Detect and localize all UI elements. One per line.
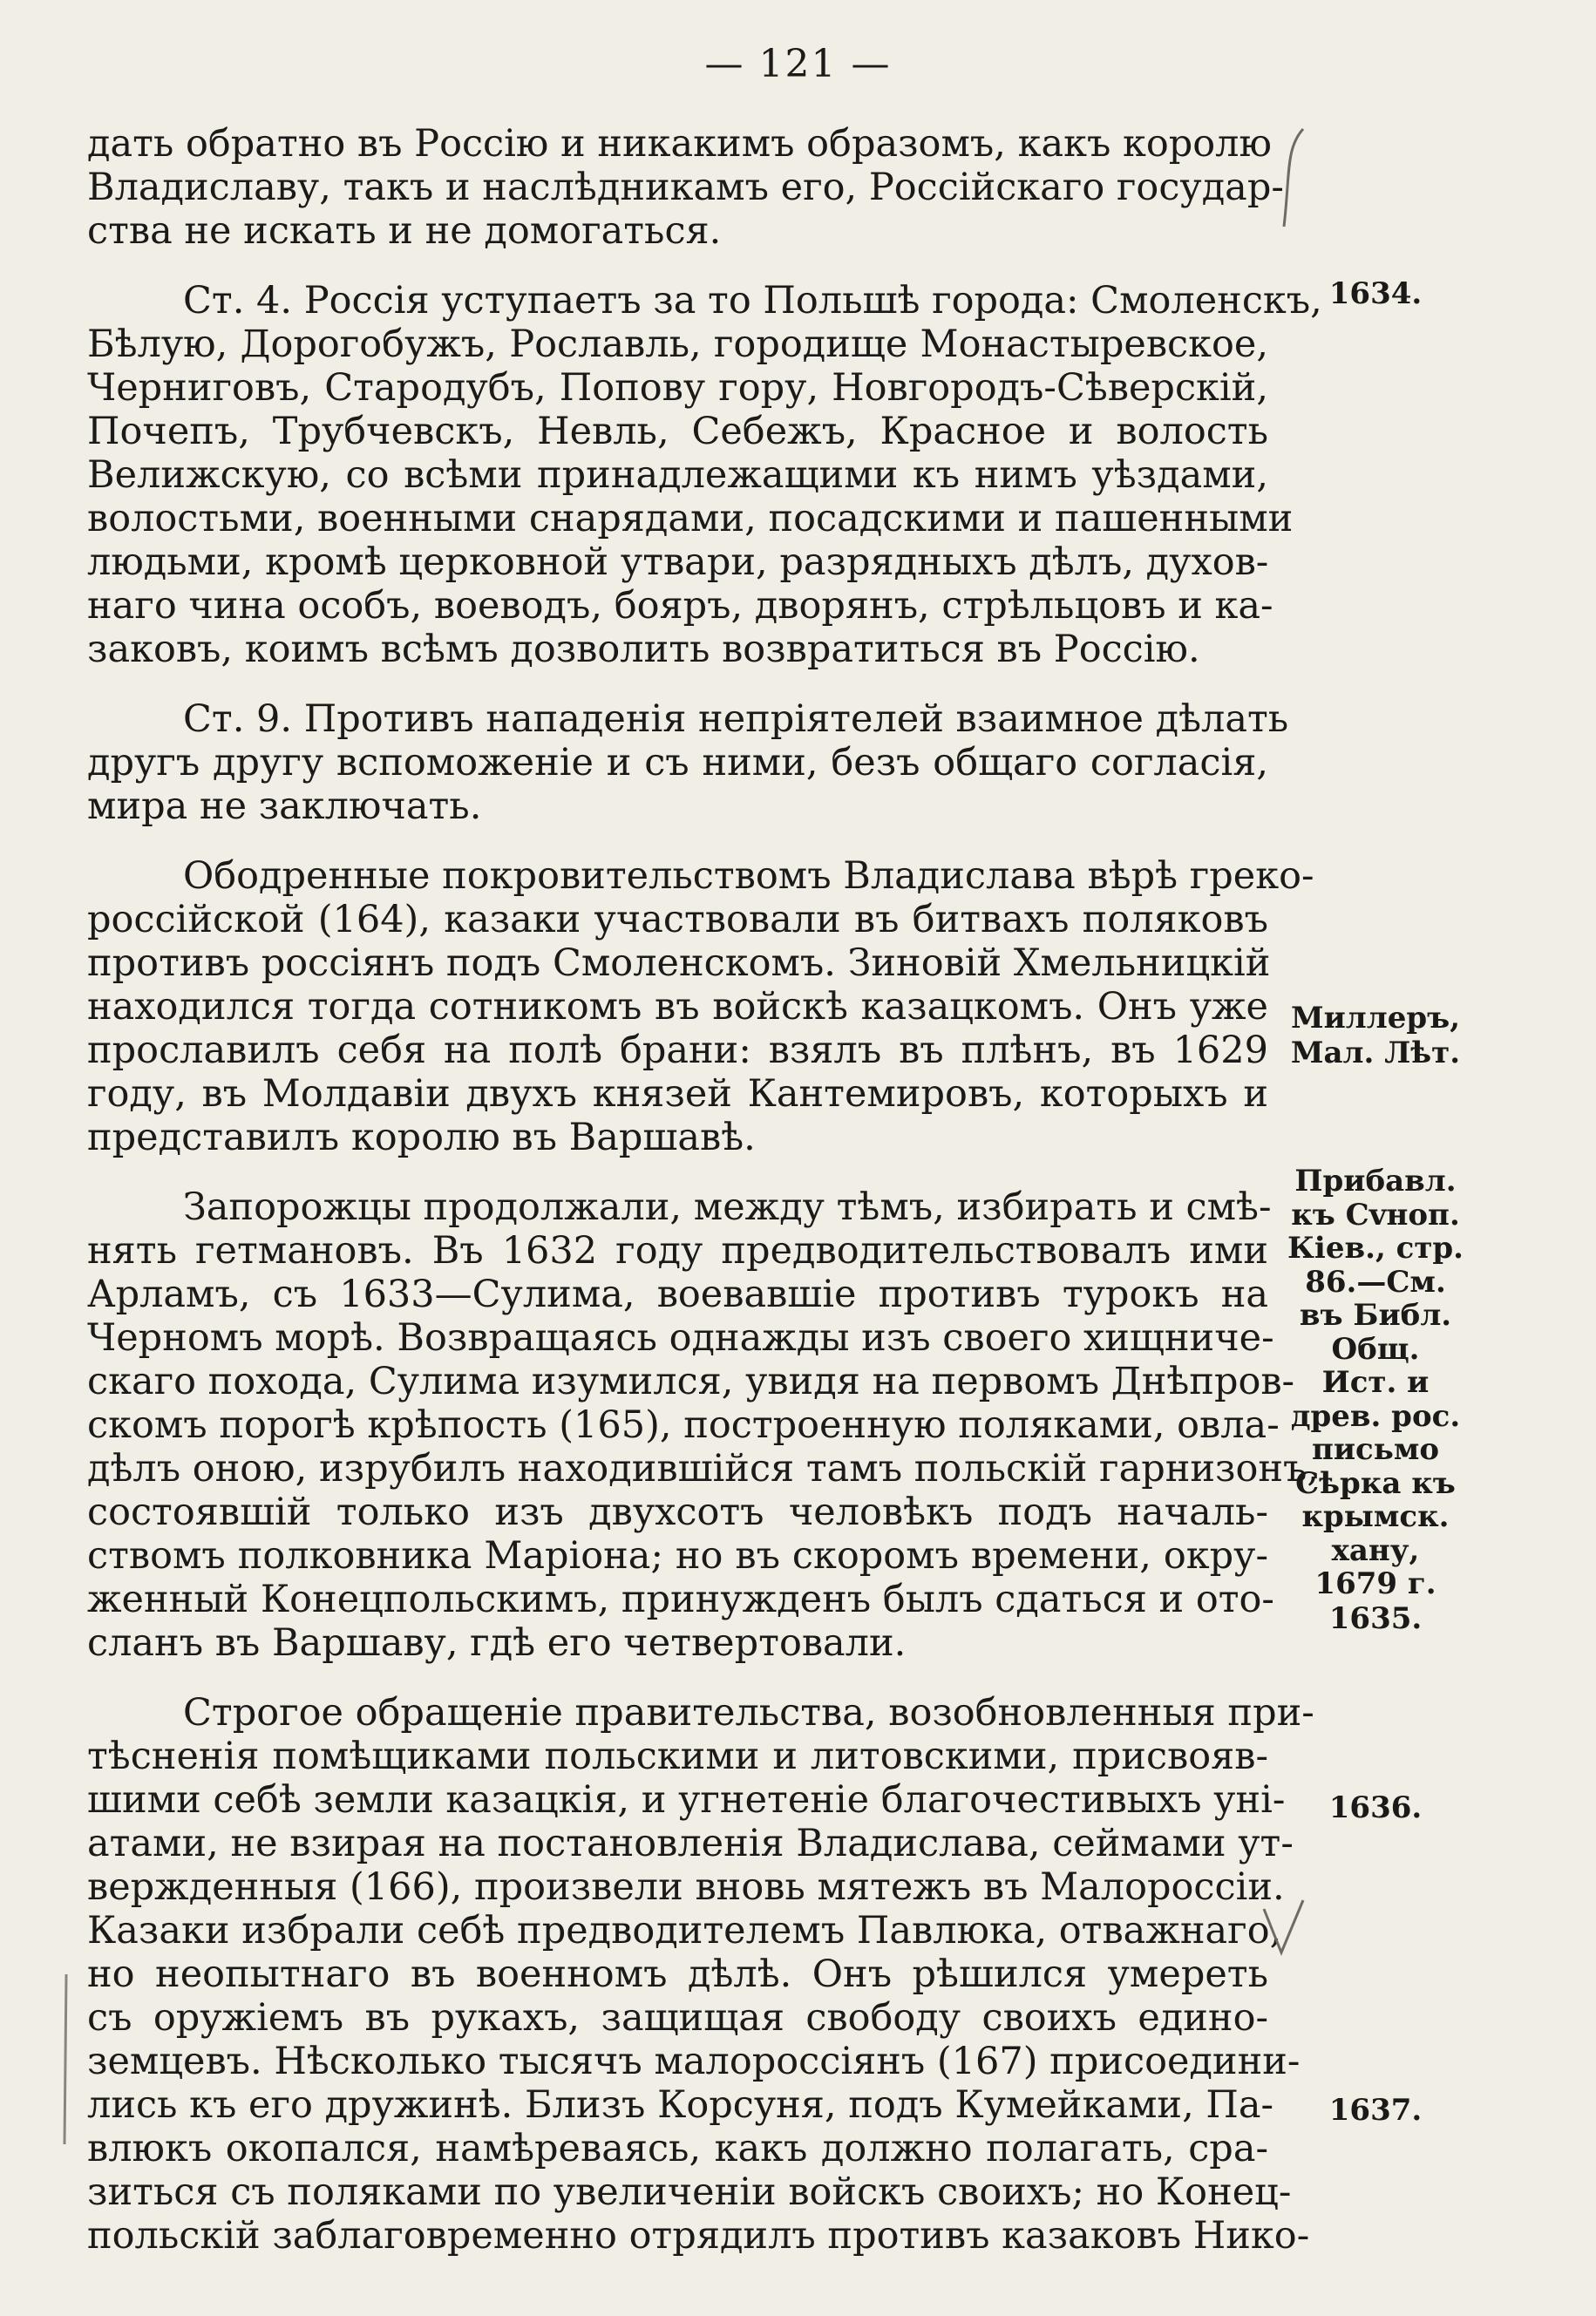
margin-note-miller xyxy=(1271,1001,1480,1070)
pencil-bracket-mark xyxy=(1268,122,1321,235)
text-line: находился тогда сотникомъ въ войскѣ казацкомъ. Онъ уже xyxy=(87,985,1268,1029)
margin-year-1636: 1636. xyxy=(1328,1790,1423,1825)
paragraph xyxy=(87,697,1289,828)
text-line: Запорожцы продолжали, между тѣмъ, избирать и смѣ- xyxy=(183,1185,1272,1229)
paragraph xyxy=(87,122,1284,253)
text-line: волостьми, военными снарядами, посадскими и пашенными xyxy=(87,497,1294,540)
margin-note-line: крымск. xyxy=(1301,1499,1450,1534)
text-line: вержденныя (166), произвели вновь мятежъ въ Малороссіи. xyxy=(87,1865,1285,1909)
text-line: Черномъ морѣ. Возвращаясь однажды изъ своего хищниче- xyxy=(87,1316,1274,1360)
text-line: состоявшій только изъ двухсотъ человѣкъ подъ началь- xyxy=(87,1491,1268,1534)
text-line: наго чина особъ, воеводъ, бояръ, дворянъ, стрѣльцовъ и ка- xyxy=(87,584,1273,628)
margin-note-line: Мал. Лѣт. xyxy=(1290,1036,1461,1070)
margin-year-1635: 1635. xyxy=(1328,1601,1423,1636)
text-line: прославилъ себя на полѣ брани: взялъ въ плѣнъ, въ 1629 xyxy=(87,1029,1268,1072)
text-line: сланъ въ Варшаву, гдѣ его четвертовали. xyxy=(87,1621,907,1665)
text-line: женный Конецпольскимъ, принужденъ былъ сдаться и ото- xyxy=(87,1578,1274,1621)
margin-note-line: Сѣрка къ xyxy=(1295,1465,1456,1501)
margin-note-line: Ист. и xyxy=(1321,1365,1430,1400)
pencil-margin-line xyxy=(54,1970,80,2153)
text-line: мира не заключать. xyxy=(87,784,482,828)
text-line: представилъ королю въ Варшавѣ. xyxy=(87,1116,756,1159)
text-line: заковъ, коимъ всѣмъ дозволить возвратиться въ Россію. xyxy=(87,628,1200,671)
text-line: лись къ его дружинѣ. Близъ Корсуня, подъ Кумейками, Па- xyxy=(87,2083,1274,2127)
text-line: Бѣлую, Дорогобужъ, Рославль, городище Монастыревское, xyxy=(87,323,1268,366)
pencil-tick-mark xyxy=(1255,1892,1316,1970)
text-line: Владиславу, такъ и наслѣдникамъ его, Россійскаго государ- xyxy=(87,166,1284,209)
text-line: скаго похода, Сулима изумился, увидя на первомъ Днѣпров- xyxy=(87,1360,1295,1403)
paragraph xyxy=(87,1691,1314,2258)
margin-note-line: письмо xyxy=(1311,1432,1440,1467)
text-line: съ оружіемъ въ рукахъ, защищая свободу своихъ едино- xyxy=(87,1996,1268,2040)
text-line: польскій заблаговременно отрядилъ противъ казаковъ Нико- xyxy=(87,2214,1310,2258)
paragraph xyxy=(87,279,1322,671)
text-line: Ст. 4. Россія уступаетъ за то Польшѣ города: Смоленскъ, xyxy=(183,279,1322,323)
text-line: Ст. 9. Противъ нападенія непріятелей взаимное дѣлать xyxy=(183,697,1289,741)
margin-note-line: 1679 г. xyxy=(1314,1566,1436,1601)
text-line: Казаки избрали себѣ предводителемъ Павлюка, отважнаго, xyxy=(87,1909,1282,1953)
text-line: противъ россіянъ подъ Смоленскомъ. Зиновій Хмельницкій xyxy=(87,941,1271,985)
text-line: нять гетмановъ. Въ 1632 году предводительствовалъ ими xyxy=(87,1229,1268,1273)
margin-note-line: Миллеръ, xyxy=(1290,1001,1461,1036)
text-line: ства не искать и не домогаться. xyxy=(87,209,722,253)
text-line: другъ другу вспоможеніе и съ ними, безъ общаго согласія, xyxy=(87,741,1268,784)
text-line: атами, не взирая на постановленія Владислава, сеймами ут- xyxy=(87,1822,1294,1865)
text-line: зиться съ поляками по увеличеніи войскъ своихъ; но Конец- xyxy=(87,2170,1292,2214)
text-line: тѣсненія помѣщиками польскими и литовскими, присвояв- xyxy=(87,1735,1268,1778)
text-line: Почепъ, Трубчевскъ, Невль, Себежъ, Красное и волость xyxy=(87,410,1268,453)
text-line: дѣлъ оною, изрубилъ находившійся тамъ польскій гарнизонъ, xyxy=(87,1447,1320,1491)
margin-note-line: древ. рос. xyxy=(1290,1398,1461,1434)
margin-year-1634: 1634. xyxy=(1328,276,1423,311)
text-line: дать обратно въ Россію и никакимъ образомъ, какъ королю xyxy=(87,122,1272,166)
text-line: шими себѣ земли казацкія, и угнетеніе благочестивыхъ уні- xyxy=(87,1778,1286,1822)
margin-note-line: хану, xyxy=(1331,1532,1420,1568)
text-line: людьми, кромѣ церковной утвари, разрядныхъ дѣлъ, духов- xyxy=(87,540,1269,584)
text-line: году, въ Молдавіи двухъ князей Кантемировъ, которыхъ и xyxy=(87,1072,1268,1116)
text-line: Черниговъ, Стародубъ, Попову гору, Новгородъ-Сѣверскій, xyxy=(87,366,1268,410)
paragraph xyxy=(87,1185,1320,1665)
text-line: россійской (164), казаки участвовали въ битвахъ поляковъ xyxy=(87,898,1268,941)
margin-note-pribavl xyxy=(1271,1165,1480,1601)
text-line: но неопытнаго въ военномъ дѣлѣ. Онъ рѣшился умереть xyxy=(87,1953,1268,1996)
page-number: — 121 — xyxy=(704,42,892,86)
margin-year-1637: 1637. xyxy=(1328,2093,1423,2128)
margin-note-line: Общ. xyxy=(1331,1331,1420,1367)
main-text xyxy=(87,122,1322,2284)
text-line: ствомъ полковника Маріона; но въ скоромъ времени, окру- xyxy=(87,1534,1268,1578)
text-line: Строгое обращеніе правительства, возобновленныя при- xyxy=(183,1691,1314,1735)
margin-note-line: въ Библ. xyxy=(1299,1298,1452,1333)
text-line: Арламъ, съ 1633—Сулима, воевавшіе противъ турокъ на xyxy=(87,1273,1268,1316)
text-line: скомъ порогѣ крѣпость (165), построенную поляками, овла- xyxy=(87,1403,1280,1447)
paragraph xyxy=(87,854,1314,1159)
text-line: Велижскую, со всѣми принадлежащими къ нимъ уѣздами, xyxy=(87,453,1268,497)
margin-note-line: Кіев., стр. xyxy=(1287,1231,1464,1266)
text-line: Ободренные покровительствомъ Владислава вѣрѣ греко- xyxy=(183,854,1314,898)
margin-note-line: Прибавл. xyxy=(1294,1164,1457,1199)
margin-note-line: 86.—См. xyxy=(1305,1264,1446,1300)
text-line: влюкъ окопался, намѣреваясь, какъ должно полагать, сра- xyxy=(87,2127,1268,2170)
text-line: земцевъ. Нѣсколько тысячъ малороссіянъ (167) присоедини- xyxy=(87,2040,1301,2083)
margin-note-line: къ Сvноп. xyxy=(1291,1197,1460,1233)
